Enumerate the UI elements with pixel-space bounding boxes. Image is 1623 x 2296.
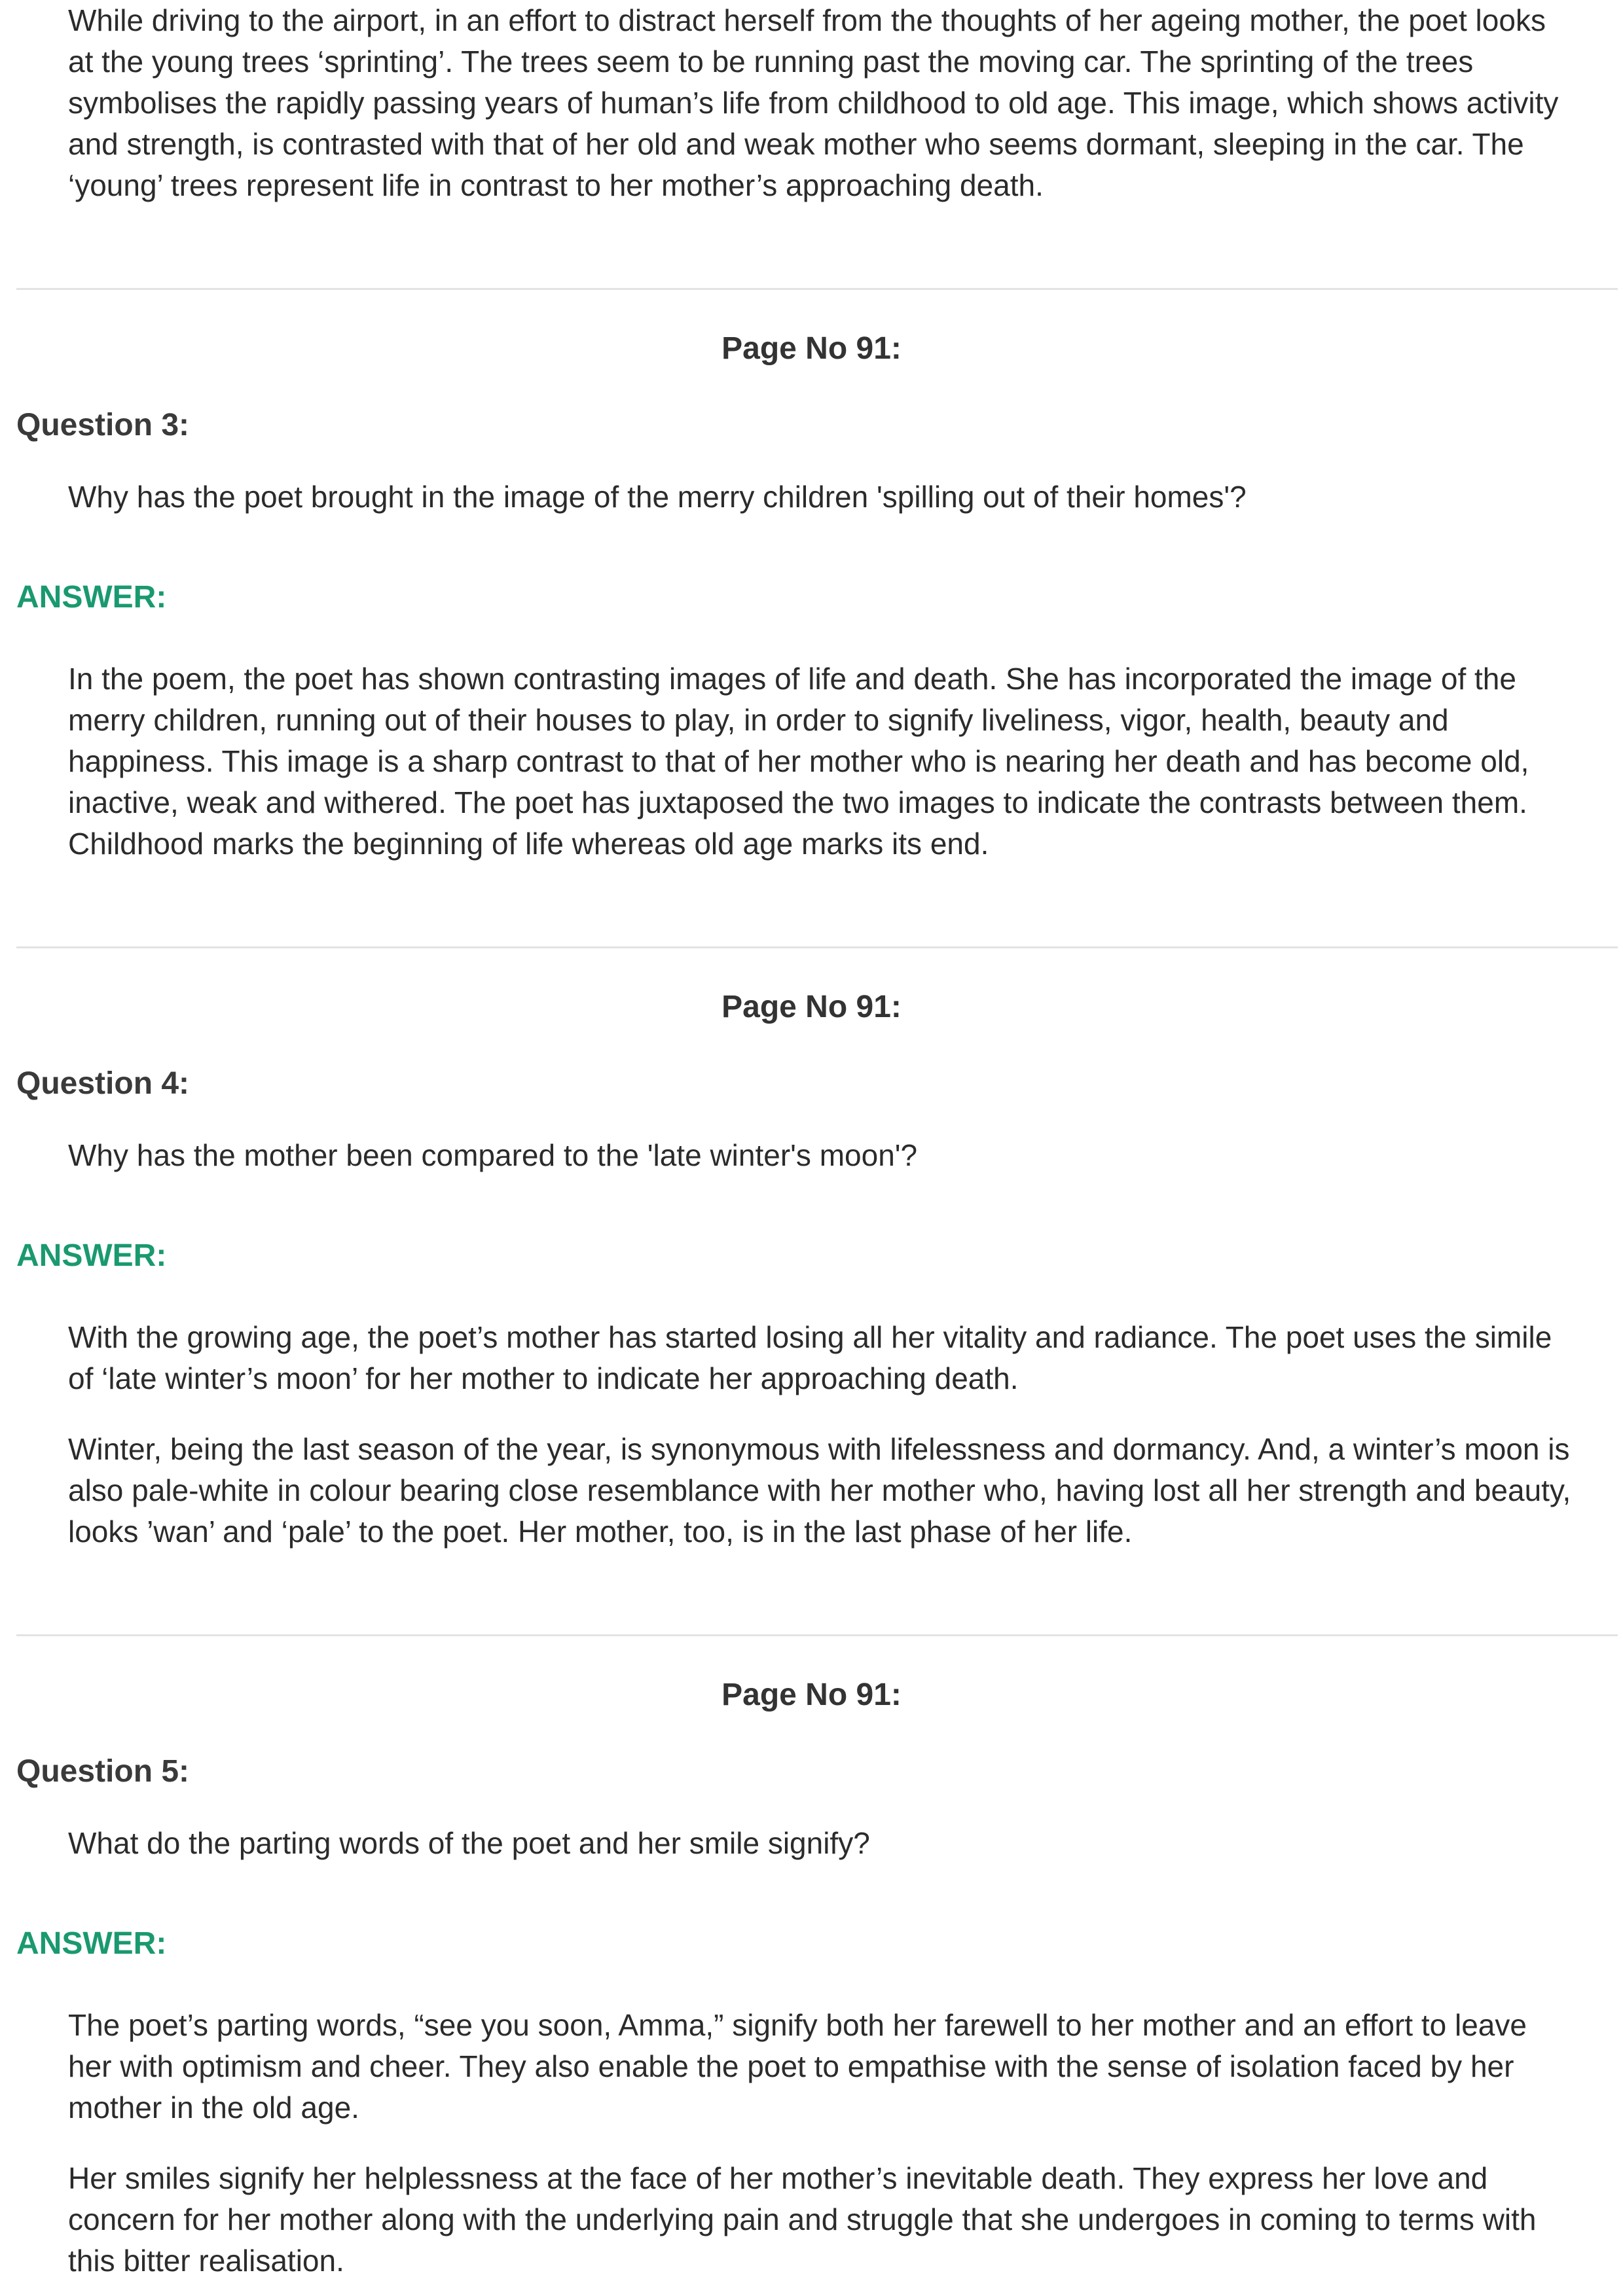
- answer-label: ANSWER:: [16, 1926, 167, 1961]
- section-divider: [16, 288, 1618, 290]
- page-number-heading: Page No 91:: [721, 331, 902, 366]
- text-line: Childhood marks the beginning of life whereas old age marks its end.: [68, 827, 989, 861]
- answer-paragraph: [68, 2005, 1607, 2128]
- text-line: inactive, weak and withered. The poet has juxtaposed the two images to indicate the contrasts between them.: [68, 785, 1527, 819]
- answer-label: ANSWER:: [16, 1238, 167, 1273]
- text-line: of ‘late winter’s moon’ for her mother to indicate her approaching death.: [68, 1361, 1019, 1395]
- question-label: Question 5:: [16, 1754, 190, 1789]
- text-line: this bitter realisation.: [68, 2244, 344, 2278]
- page-number-heading: Page No 91:: [721, 1677, 902, 1712]
- question-label: Question 3:: [16, 408, 190, 442]
- page-number-heading: Page No 91:: [721, 990, 902, 1024]
- answer-label: ANSWER:: [16, 580, 167, 615]
- text-line: concern for her mother along with the underlying pain and struggle that she undergoes in coming to terms with: [68, 2202, 1537, 2236]
- text-line: With the growing age, the poet’s mother has started losing all her vitality and radiance. The poet uses the simile: [68, 1320, 1552, 1354]
- answer-paragraph: [68, 658, 1607, 865]
- section-divider: [16, 946, 1618, 948]
- section-divider: [16, 1634, 1618, 1636]
- question-text: Why has the mother been compared to the 'late winter's moon'?: [68, 1138, 918, 1172]
- intro-paragraph: [68, 0, 1607, 206]
- question-label: Question 4:: [16, 1066, 190, 1101]
- text-line: symbolises the rapidly passing years of human’s life from childhood to old age. This image, which shows activity: [68, 86, 1559, 120]
- text-line: merry children, running out of their houses to play, in order to signify liveliness, vigor, health, beauty and: [68, 703, 1449, 737]
- text-line: In the poem, the poet has shown contrasting images of life and death. She has incorporated the image of the: [68, 662, 1516, 696]
- text-line: mother in the old age.: [68, 2090, 359, 2125]
- text-line: While driving to the airport, in an effort to distract herself from the thoughts of her ageing mother, the poet looks: [68, 3, 1546, 37]
- text-line: and strength, is contrasted with that of her old and weak mother who seems dormant, sleeping in the car. The: [68, 127, 1524, 161]
- text-line: also pale-white in colour bearing close resemblance with her mother who, having lost all her strength and beauty,: [68, 1473, 1571, 1507]
- text-line: Her smiles signify her helplessness at the face of her mother’s inevitable death. They express her love and: [68, 2161, 1488, 2195]
- question-text: What do the parting words of the poet and her smile signify?: [68, 1826, 870, 1860]
- text-line: looks ’wan’ and ‘pale’ to the poet. Her mother, too, is in the last phase of her life.: [68, 1515, 1133, 1549]
- answer-paragraph: [68, 1317, 1607, 1399]
- answer-paragraph: [68, 1429, 1607, 1552]
- text-line: Winter, being the last season of the year, is synonymous with lifelessness and dormancy. And, a winter’s moon is: [68, 1432, 1570, 1466]
- text-line: at the young trees ‘sprinting’. The trees seem to be running past the moving car. The sprinting of the trees: [68, 45, 1474, 79]
- answer-paragraph: [68, 2158, 1607, 2282]
- text-line: ‘young’ trees represent life in contrast to her mother’s approaching death.: [68, 168, 1044, 202]
- text-line: happiness. This image is a sharp contrast to that of her mother who is nearing her death and has become old,: [68, 744, 1529, 778]
- text-line: her with optimism and cheer. They also enable the poet to empathise with the sense of isolation faced by her: [68, 2049, 1514, 2083]
- text-line: The poet’s parting words, “see you soon, Amma,” signify both her farewell to her mother and an effort to leave: [68, 2008, 1527, 2042]
- question-text: Why has the poet brought in the image of the merry children 'spilling out of their homes'?: [68, 480, 1247, 514]
